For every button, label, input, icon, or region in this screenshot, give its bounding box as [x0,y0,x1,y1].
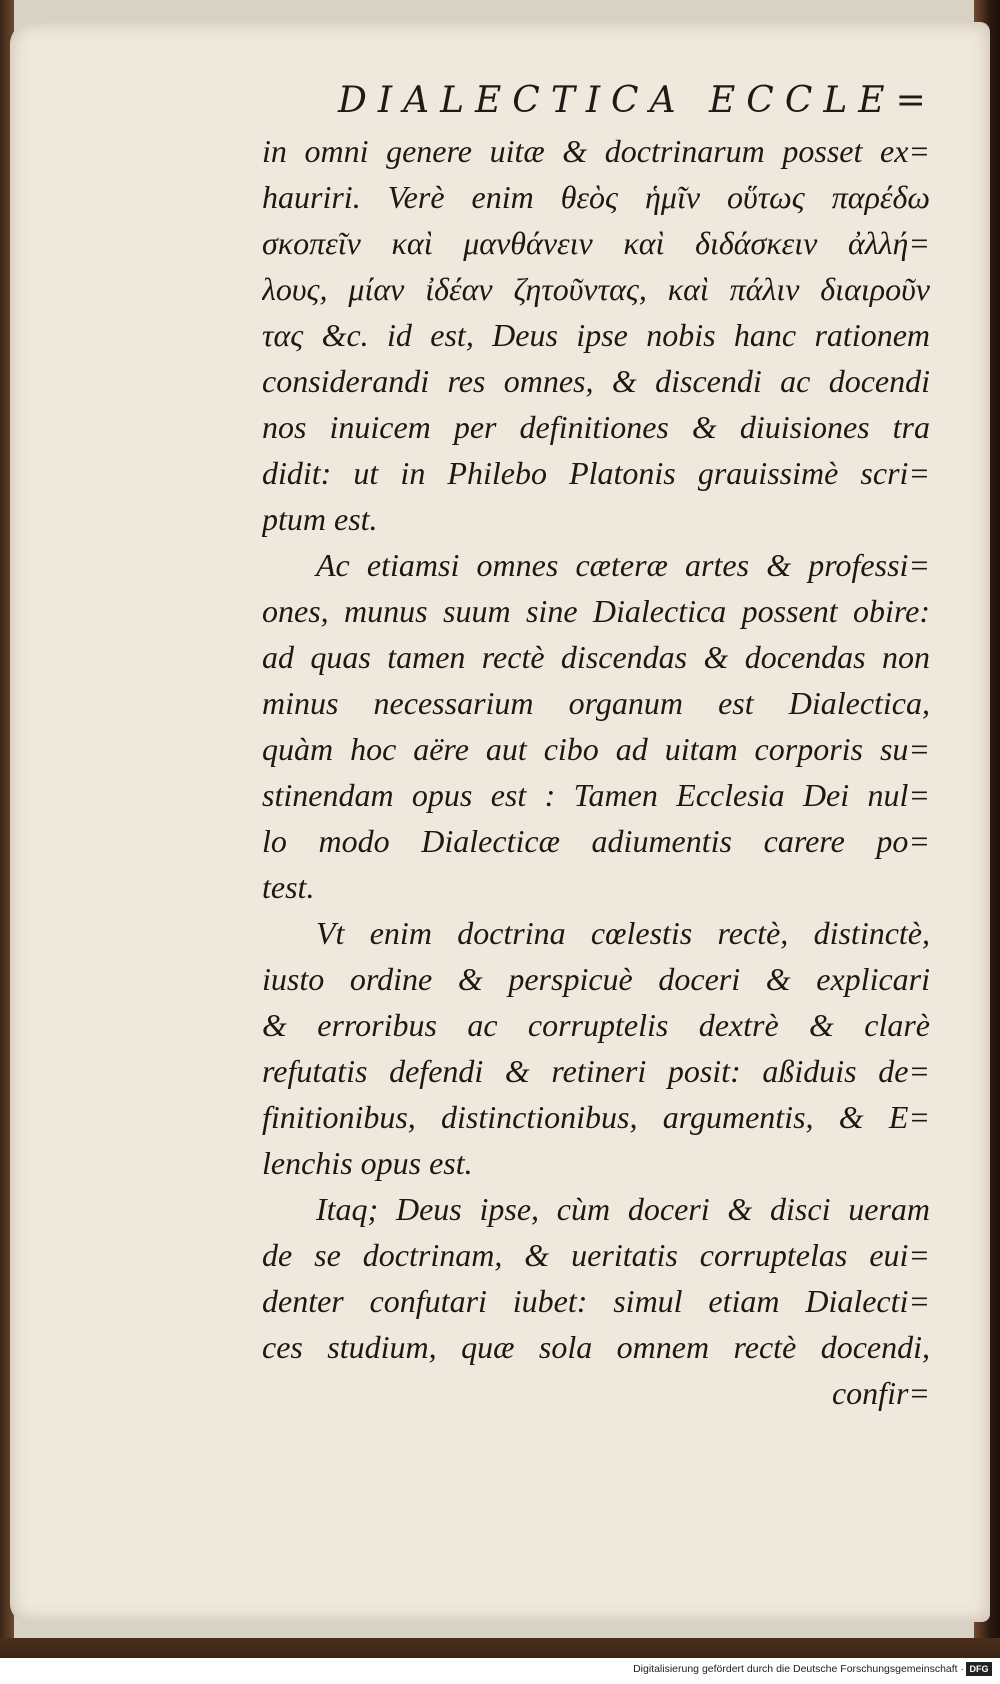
text-line-4: λους, μίαν ἰδέαν ζητοῦντας, καὶ πάλιν διαιροῦν [262,271,930,307]
text-line-7: nos inuicem per definitiones & diuisiones tra [262,409,930,445]
text-line-21: refutatis defendi & retineri posit: aßiduis de= [262,1053,930,1089]
text-line-15: stinendam opus est : Tamen Ecclesia Dei nul= [262,777,930,813]
page-body-text [262,128,930,1416]
text-line-19: iusto ordine & perspicuè doceri & explicari [262,961,930,997]
text-line-9: ptum est. [262,501,378,537]
text-line-13: minus necessarium organum est Dialectica, [262,685,930,721]
text-line-16: lo modo Dialecticæ adiumentis carere po= [262,823,930,859]
text-line-18: Vt enim doctrina cœlestis rectè, distinctè, [316,915,930,951]
running-title: DIALECTICA ECCLE= [338,80,937,121]
text-line-23: lenchis opus est. [262,1145,473,1181]
text-line-8: didit: ut in Philebo Platonis grauissimè scri= [262,455,930,491]
text-line-12: ad quas tamen rectè discendas & docendas non [262,639,930,675]
text-line-2: hauriri. Verè enim θεὸς ἡμῖν οὕτως παρέδω [262,179,930,215]
text-line-27: ces studium, quæ sola omnem rectè docendi, [262,1329,930,1365]
text-line-3: σκοπεῖν καὶ μανθάνειν καὶ διδάσκειν ἀλλή= [262,225,930,261]
text-line-10: Ac etiamsi omnes cæteræ artes & professi= [316,547,930,583]
text-line-25: de se doctrinam, & ueritatis corruptelas eui= [262,1237,930,1273]
text-line-14: quàm hoc aëre aut cibo ad uitam corporis su= [262,731,930,767]
funding-credit: Digitalisierung gefördert durch die Deutsche Forschungsgemeinschaft · [633,1663,964,1675]
text-line-5: τας &c. id est, Deus ipse nobis hanc rationem [262,317,930,353]
text-line-20: & erroribus ac corruptelis dextrè & clarè [262,1007,930,1043]
text-line-6: considerandi res omnes, & discendi ac docendi [262,363,930,399]
text-line-11: ones, munus suum sine Dialectica possent obire: [262,593,930,629]
text-line-24: Itaq; Deus ipse, cùm doceri & disci ueram [316,1191,930,1227]
text-line-17: test. [262,869,315,905]
digitization-footer [0,1658,1000,1684]
text-line-26: denter confutari iubet: simul etiam Dialecti= [262,1283,930,1319]
text-line-22: finitionibus, distinctionibus, argumentis, & E= [262,1099,930,1135]
catchword: confir= [831,1375,930,1411]
text-line-1: in omni genere uitæ & doctrinarum posset ex= [262,133,930,169]
dfg-logo-icon: DFG [966,1662,992,1676]
